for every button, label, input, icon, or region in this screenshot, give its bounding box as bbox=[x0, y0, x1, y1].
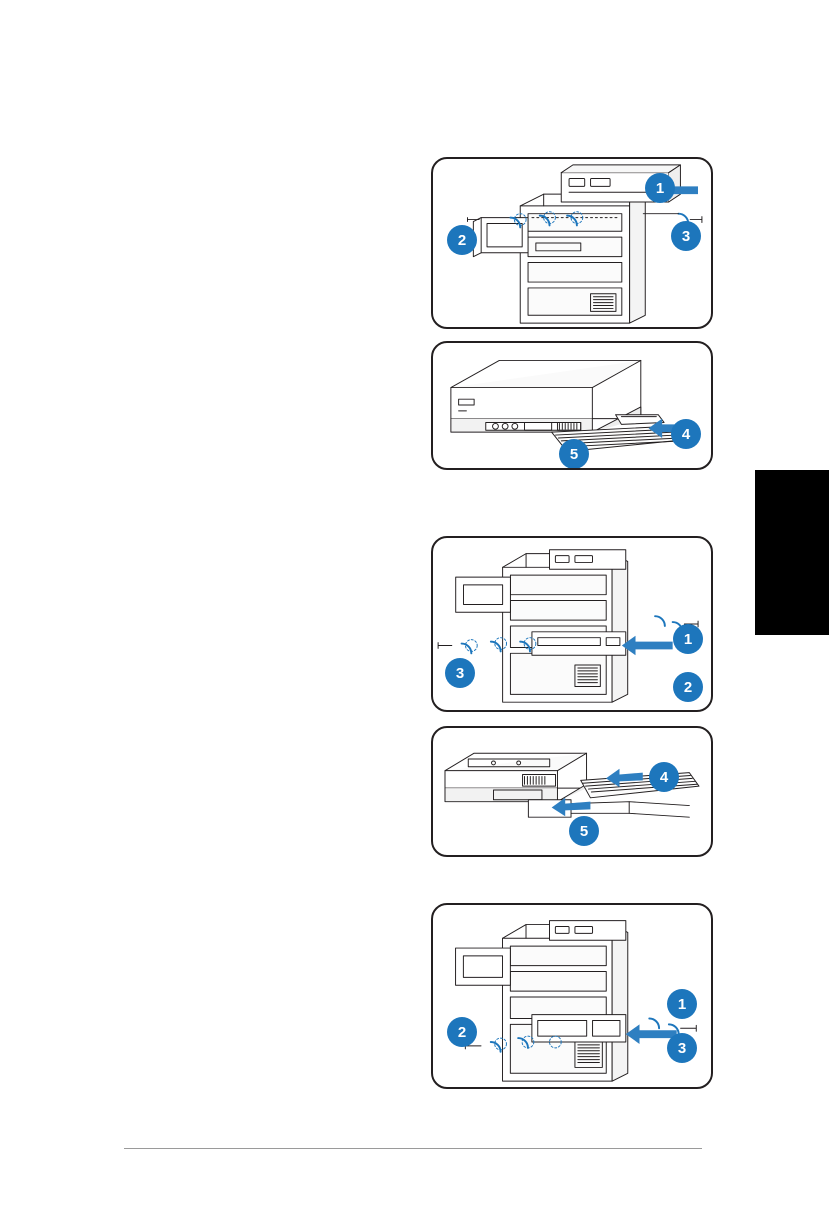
step-bubble-2: 2 bbox=[447, 1017, 477, 1047]
figure-optical-drive-cable-connection bbox=[431, 341, 713, 470]
step-bubble-3: 3 bbox=[671, 221, 701, 251]
figure-floppy-drive-screw-installation bbox=[431, 536, 713, 712]
figure-optical-drive-screw-installation bbox=[431, 157, 713, 329]
step-bubble-2: 2 bbox=[673, 672, 703, 702]
chapter-side-tab bbox=[755, 470, 829, 635]
step-bubble-3: 3 bbox=[445, 658, 475, 688]
step-bubble-4: 4 bbox=[671, 419, 701, 449]
step-bubble-1: 1 bbox=[645, 173, 675, 203]
chapter-side-tab-label bbox=[755, 470, 829, 635]
figure-hard-disk-drive-screw-installation bbox=[431, 903, 713, 1089]
figure-floppy-drive-cable-connection bbox=[431, 726, 713, 857]
step-bubble-2: 2 bbox=[447, 225, 477, 255]
footer-divider bbox=[124, 1148, 702, 1149]
step-bubble-1: 1 bbox=[667, 989, 697, 1019]
step-bubble-3: 3 bbox=[667, 1033, 697, 1063]
step-bubble-5: 5 bbox=[569, 816, 599, 846]
step-bubble-5: 5 bbox=[559, 439, 589, 469]
step-bubble-4: 4 bbox=[649, 762, 679, 792]
step-bubble-1: 1 bbox=[673, 624, 703, 654]
